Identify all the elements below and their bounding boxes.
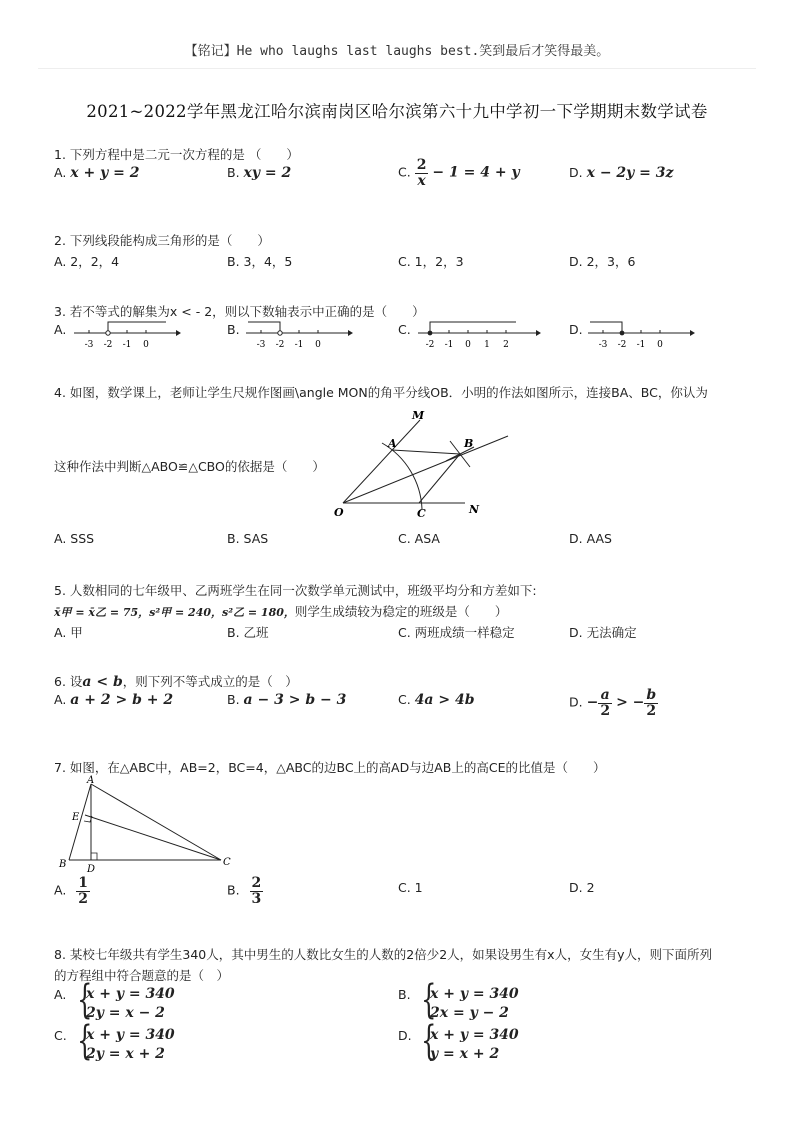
numerator: 2 [416, 157, 427, 173]
option-label: A. [54, 165, 67, 180]
option-c-label: C. [398, 322, 411, 337]
option-a [54, 692, 173, 708]
option-math: 4a > 4b [414, 692, 475, 708]
option-d: D. 无法确定 [569, 625, 637, 640]
denominator: 2 [78, 890, 89, 907]
question-stem-continued [54, 602, 507, 620]
option-c [398, 692, 475, 708]
option-b [227, 165, 291, 181]
question-stem [54, 672, 298, 690]
label-E: E [72, 812, 80, 823]
question-stem-continued: 的方程组中符合题意的是（ ） [54, 968, 230, 983]
page-motto: 【铭记】He who laughs last laughs best.笑到最后才笑得最美。 [184, 44, 610, 59]
page-title: 2021~2022学年黑龙江哈尔滨南岗区哈尔滨第六十九中学初一下学期期末数学试卷 [86, 102, 708, 121]
angle-bisector-figure [330, 405, 520, 520]
number-line-c [416, 316, 542, 350]
label-A: A [87, 775, 95, 786]
brace-icon: { [421, 977, 437, 1023]
option-label: D. [569, 694, 583, 710]
option-c: C. 两班成绩一样稳定 [398, 625, 515, 640]
option-c: C. 1，2，3 [398, 254, 464, 269]
equation-system-c [72, 1018, 192, 1067]
equation: x + y = 340 [430, 1027, 519, 1043]
statistics-formula: x̄甲 = x̄乙 = 75，s²甲 = 240，s²乙 = 180， [54, 606, 295, 619]
equation: 2x = y − 2 [430, 1005, 509, 1021]
equation: x + y = 340 [430, 986, 519, 1002]
tick-label: 0 [315, 340, 321, 350]
label-B: B [464, 437, 474, 450]
question-stem: 4. 如图，数学课上，老师让学生尺规作图画\angle MON的角平分线OB．小明的作法如图所示，连接BA、BC，你认为 [54, 385, 708, 400]
option-b: B. SAS [227, 531, 269, 546]
option-d: D. 2 [569, 880, 595, 895]
brace-icon: { [77, 1018, 93, 1064]
label-C: C [223, 857, 231, 868]
option-label: B. [227, 882, 240, 898]
stem-math: a < b [82, 674, 123, 690]
stem-text: 则学生成绩较为稳定的班级是（ ） [294, 604, 508, 619]
option-a-label: A. [54, 322, 67, 337]
fraction [598, 688, 612, 718]
label-C: C [417, 507, 426, 520]
numerator: 1 [78, 875, 89, 891]
label-A: A [388, 437, 397, 450]
tick-label: -2 [275, 340, 285, 350]
label-M: M [412, 409, 425, 422]
numerator: 2 [251, 875, 262, 891]
tick-label: -2 [617, 340, 627, 350]
tick-label: 0 [143, 340, 149, 350]
denominator: 3 [251, 890, 262, 907]
tick-label: 2 [503, 340, 509, 350]
fraction [250, 876, 264, 906]
numerator: b [646, 687, 657, 703]
option-math: x + y = 2 [70, 165, 140, 181]
fraction [644, 688, 658, 718]
option-b-label: B. [398, 987, 411, 1002]
tick-label: -1 [636, 340, 646, 350]
option-d: D. AAS [569, 531, 612, 546]
option-b-label: B. [227, 322, 240, 337]
option-label: C. [398, 692, 411, 707]
stem-text: ，则下列不等式成立的是（ ） [122, 674, 298, 689]
option-label: A. [54, 692, 67, 707]
option-c-label: C. [54, 1028, 67, 1043]
option-label: D. [569, 165, 583, 180]
tick-label: 0 [657, 340, 663, 350]
option-a: A. 2，2，4 [54, 254, 120, 269]
question-stem: 8. 某校七年级共有学生340人，其中男生的人数比女生的人数的2倍少2人，如果设男生有x人，女生有y人，则下面所列 [54, 947, 712, 962]
denominator: 2 [646, 702, 657, 719]
brace-icon: { [421, 1018, 437, 1064]
label-D: D [87, 864, 96, 874]
option-label: C. [398, 164, 411, 180]
equation: y = x + 2 [430, 1046, 500, 1062]
tick-label: -1 [122, 340, 132, 350]
tick-label: -3 [598, 340, 608, 350]
header-divider [38, 68, 756, 69]
option-d-label: D. [398, 1028, 412, 1043]
question-stem: 5. 人数相同的七年级甲、乙两班学生在同一次数学单元测试中，班级平均分和方差如下: [54, 583, 537, 598]
question-stem: 2. 下列线段能构成三角形的是（ ） [54, 233, 270, 248]
tick-label: -2 [103, 340, 113, 350]
option-c: C. 1 [398, 880, 423, 895]
option-d: D. − $\frac{a}{2}$ > − $\frac{b}{2}$ [569, 687, 657, 719]
equation: 2y = x + 2 [86, 1046, 165, 1062]
option-d: D. 2，3，6 [569, 254, 636, 269]
fraction [415, 158, 429, 188]
equation: x + y = 340 [86, 986, 175, 1002]
tick-label: 0 [465, 340, 471, 350]
equation: 2y = x − 2 [86, 1005, 165, 1021]
option-d [569, 165, 673, 181]
tick-label: -3 [256, 340, 266, 350]
number-line-b [244, 316, 354, 350]
denominator: 2 [600, 702, 611, 719]
equation: x + y = 340 [86, 1027, 175, 1043]
option-c [398, 158, 520, 188]
option-b [227, 876, 263, 906]
label-B: B [59, 859, 67, 870]
fraction [76, 876, 90, 906]
tick-label: -1 [294, 340, 304, 350]
question-stem-continued: 这种作法中判断△ABO≌△CBO的依据是（ ） [54, 459, 325, 474]
option-math: x − 2y = 3z [586, 165, 674, 181]
tick-label: 1 [484, 340, 490, 350]
option-d-label: D. [569, 322, 583, 337]
option-b: B. 乙班 [227, 625, 269, 640]
question-stem: 7. 如图，在△ABC中，AB=2，BC=4，△ABC的边BC上的高AD与边AB上的高CE的比值是（ ） [54, 760, 606, 775]
option-a: A. SSS [54, 531, 95, 546]
equation-system-d [416, 1018, 536, 1067]
number-line-d [586, 316, 696, 350]
option-a [54, 165, 139, 181]
option-b [227, 692, 346, 708]
option-c: C. ASA [398, 531, 440, 546]
label-N: N [469, 503, 480, 516]
option-math: a − 3 > b − 3 [243, 692, 347, 708]
option-label: B. [227, 165, 240, 180]
question-stem: 1. 下列方程中是二元一次方程的是 （ ） [54, 147, 299, 162]
number-line-a [72, 316, 182, 350]
tick-label: -3 [84, 340, 94, 350]
tick-label: -2 [425, 340, 435, 350]
option-math: − 1 = 4 + y [432, 164, 520, 181]
numerator: a [600, 687, 610, 703]
tick-label: -1 [444, 340, 454, 350]
option-b: B. 3，4，5 [227, 254, 293, 269]
label-O: O [334, 506, 344, 519]
denominator: x [417, 172, 426, 189]
option-a: A. 甲 [54, 625, 83, 640]
option-a [54, 876, 90, 906]
option-label: A. [54, 882, 67, 898]
question-stem: 3. 若不等式的解集为x < - 2，则以下数轴表示中正确的是（ ） [54, 304, 425, 319]
triangle-figure [55, 774, 245, 874]
brace-icon: { [77, 977, 93, 1023]
option-label: B. [227, 692, 240, 707]
option-math: a + 2 > b + 2 [70, 692, 174, 708]
option-math: xy = 2 [243, 165, 292, 181]
option-a-label: A. [54, 987, 67, 1002]
stem-text: 6. 设 [54, 674, 83, 689]
